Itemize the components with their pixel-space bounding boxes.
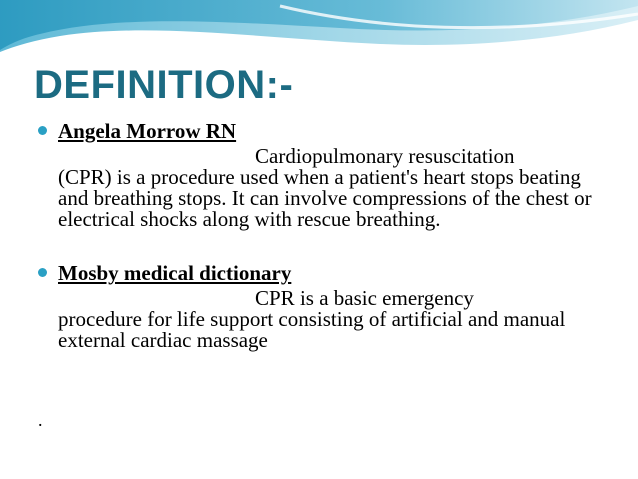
definition-source: Mosby medical dictionary — [58, 261, 292, 285]
definitions-list — [36, 116, 596, 351]
definition-text: procedure for life support consisting of artificial and manual external cardiac massage — [58, 307, 566, 352]
bullet-dot-icon — [38, 268, 47, 277]
slide-title: DEFINITION:- — [34, 63, 294, 107]
definition-body — [36, 288, 596, 351]
definition-source: Angela Morrow RN — [58, 119, 237, 143]
definition-item — [36, 116, 596, 230]
bullet-row — [36, 258, 596, 288]
bullet-dot-icon — [38, 126, 47, 135]
wave-highlight-2 — [0, 42, 230, 58]
definition-text: (CPR) is a procedure used when a patient's heart stops beating and breathing stops. It can involve compressions of the chest or electrical shocks along with rescue breathing. — [58, 165, 592, 231]
definition-first-line: CPR is a basic emergency — [255, 286, 474, 310]
definition-body — [36, 146, 596, 230]
spacer — [36, 230, 596, 258]
bullet-row — [36, 116, 596, 146]
trailing-mark: . — [38, 410, 43, 430]
definition-item — [36, 258, 596, 351]
definition-first-line: Cardiopulmonary resuscitation — [255, 144, 515, 168]
